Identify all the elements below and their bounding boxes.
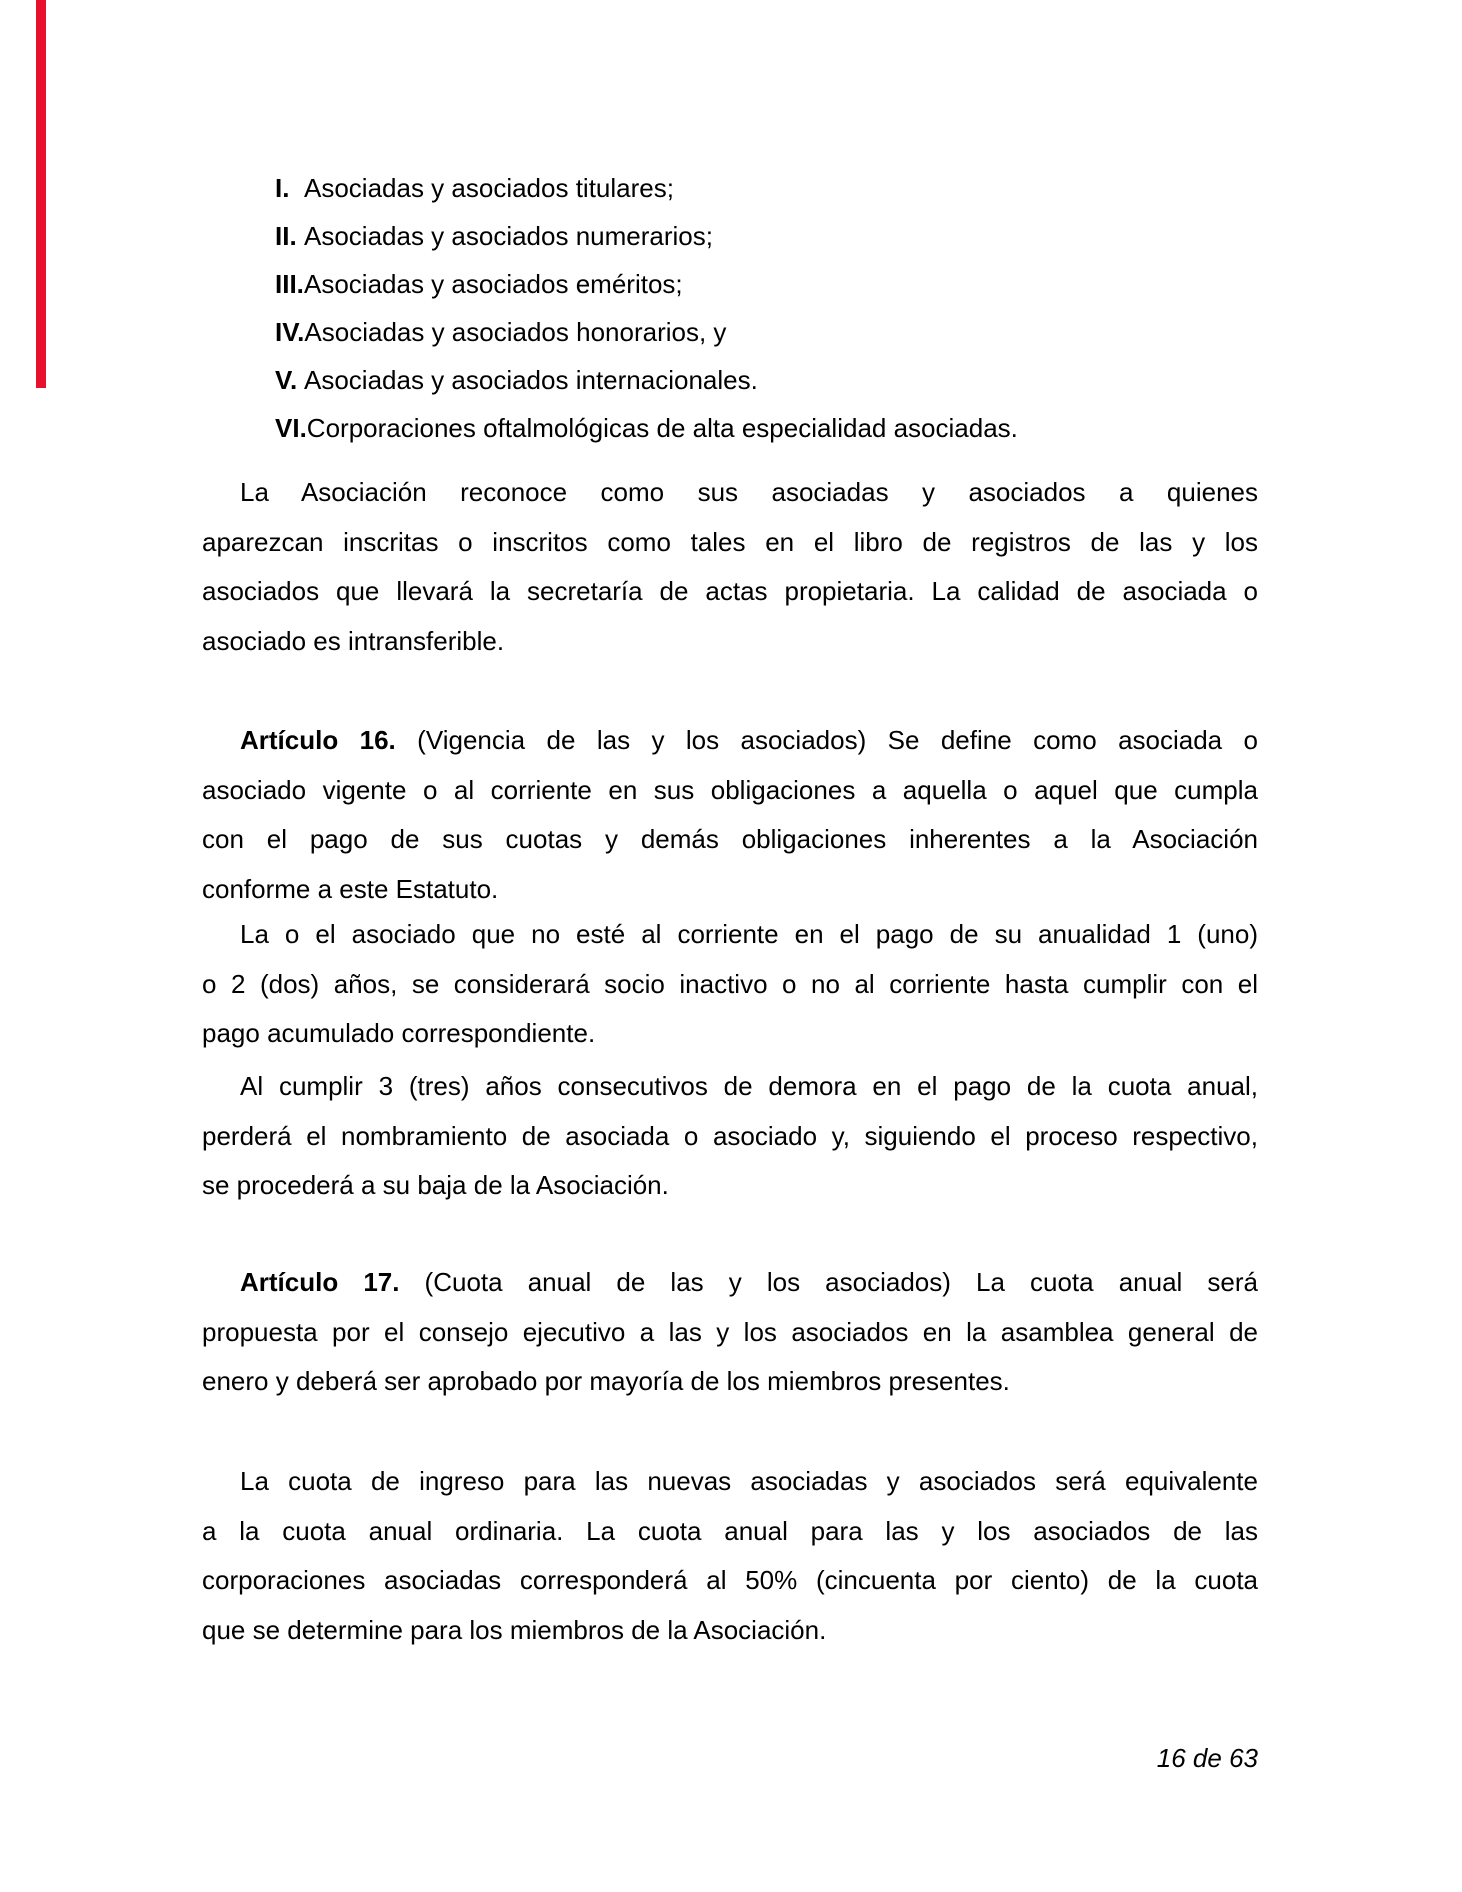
text-line: que se determine para los miembros de la Asociación. bbox=[202, 1614, 827, 1645]
text-line: La o el asociado que no esté al corriente en el pago de su anualidad 1 (uno) bbox=[240, 919, 1258, 949]
text-line: asociado vigente o al corriente en sus obligaciones a aquella o aquel que cumpla bbox=[202, 774, 1258, 805]
text-line: o 2 (dos) años, se considerará socio inactivo o no al corriente hasta cumplir con el bbox=[202, 968, 1258, 999]
list-item bbox=[275, 212, 1018, 260]
text-line: La Asociación reconoce como sus asociadas y asociados a quienes bbox=[240, 477, 1258, 507]
paragraph-articulo-16 bbox=[202, 716, 1258, 914]
text-line bbox=[202, 716, 1258, 766]
list-item-numeral: IV. bbox=[275, 317, 305, 347]
paragraph-membership-registry bbox=[202, 468, 1258, 666]
text-line bbox=[202, 1258, 1258, 1308]
list-item bbox=[275, 356, 1018, 404]
paragraph-anualidad bbox=[202, 910, 1258, 1059]
text-line: asociado es intransferible. bbox=[202, 625, 505, 656]
list-item-text: Asociadas y asociados internacionales. bbox=[304, 365, 758, 395]
text-line: La cuota de ingreso para las nuevas asociadas y asociados será equivalente bbox=[240, 1466, 1258, 1496]
article-17-label: Artículo 17. bbox=[240, 1267, 400, 1297]
list-item-numeral: VI. bbox=[275, 413, 307, 443]
list-item-text: Asociadas y asociados titulares; bbox=[304, 173, 674, 203]
list-item-numeral: III. bbox=[275, 269, 304, 299]
text-line: Al cumplir 3 (tres) años consecutivos de demora en el pago de la cuota anual, bbox=[240, 1071, 1258, 1101]
paragraph-cuota-ingreso bbox=[202, 1457, 1258, 1655]
text-line-rest: (Cuota anual de las y los asociados) La cuota anual será bbox=[399, 1267, 1258, 1297]
list-item-numeral: V. bbox=[275, 365, 298, 395]
list-item-text: Asociadas y asociados numerarios; bbox=[304, 221, 713, 251]
list-item-text: Corporaciones oftalmológicas de alta especialidad asociadas. bbox=[306, 413, 1018, 443]
text-line: se procederá a su baja de la Asociación. bbox=[202, 1170, 669, 1200]
article-16-label: Artículo 16. bbox=[240, 725, 396, 755]
text-line: propuesta por el consejo ejecutivo a las y los asociados en la asamblea general de bbox=[202, 1316, 1258, 1347]
text-line: asociados que llevará la secretaría de actas propietaria. La calidad de asociada o bbox=[202, 576, 1258, 606]
list-item bbox=[275, 404, 1018, 452]
text-line: pago acumulado correspondiente. bbox=[202, 1018, 596, 1048]
text-line: a la cuota anual ordinaria. La cuota anual para las y los asociados de las bbox=[202, 1515, 1258, 1546]
list-item-text: Asociadas y asociados eméritos; bbox=[304, 269, 683, 299]
list-item-numeral: II. bbox=[275, 221, 297, 251]
text-line-rest: (Vigencia de las y los asociados) Se define como asociada o bbox=[395, 725, 1259, 755]
paragraph-articulo-17 bbox=[202, 1258, 1258, 1407]
text-line: corporaciones asociadas corresponderá al 50% (cincuenta por ciento) de la cuota bbox=[202, 1565, 1258, 1595]
list-item-numeral: I. bbox=[275, 173, 290, 203]
text-line: aparezcan inscritas o inscritos como tales en el libro de registros de las y los bbox=[202, 526, 1258, 557]
page-number: 16 de 63 bbox=[1156, 1743, 1258, 1773]
list-item bbox=[275, 308, 1018, 356]
member-types-list bbox=[275, 164, 1018, 452]
text-line: enero y deberá ser aprobado por mayoría de los miembros presentes. bbox=[202, 1366, 1010, 1396]
paragraph-baja bbox=[202, 1062, 1258, 1211]
revision-marker bbox=[36, 0, 46, 388]
list-item bbox=[275, 260, 1018, 308]
list-item-text: Asociadas y asociados honorarios, y bbox=[304, 317, 727, 347]
text-line: perderá el nombramiento de asociada o asociado y, siguiendo el proceso respectivo, bbox=[202, 1120, 1258, 1151]
text-line: conforme a este Estatuto. bbox=[202, 873, 499, 904]
text-line: con el pago de sus cuotas y demás obligaciones inherentes a la Asociación bbox=[202, 824, 1258, 854]
list-item bbox=[275, 164, 1018, 212]
